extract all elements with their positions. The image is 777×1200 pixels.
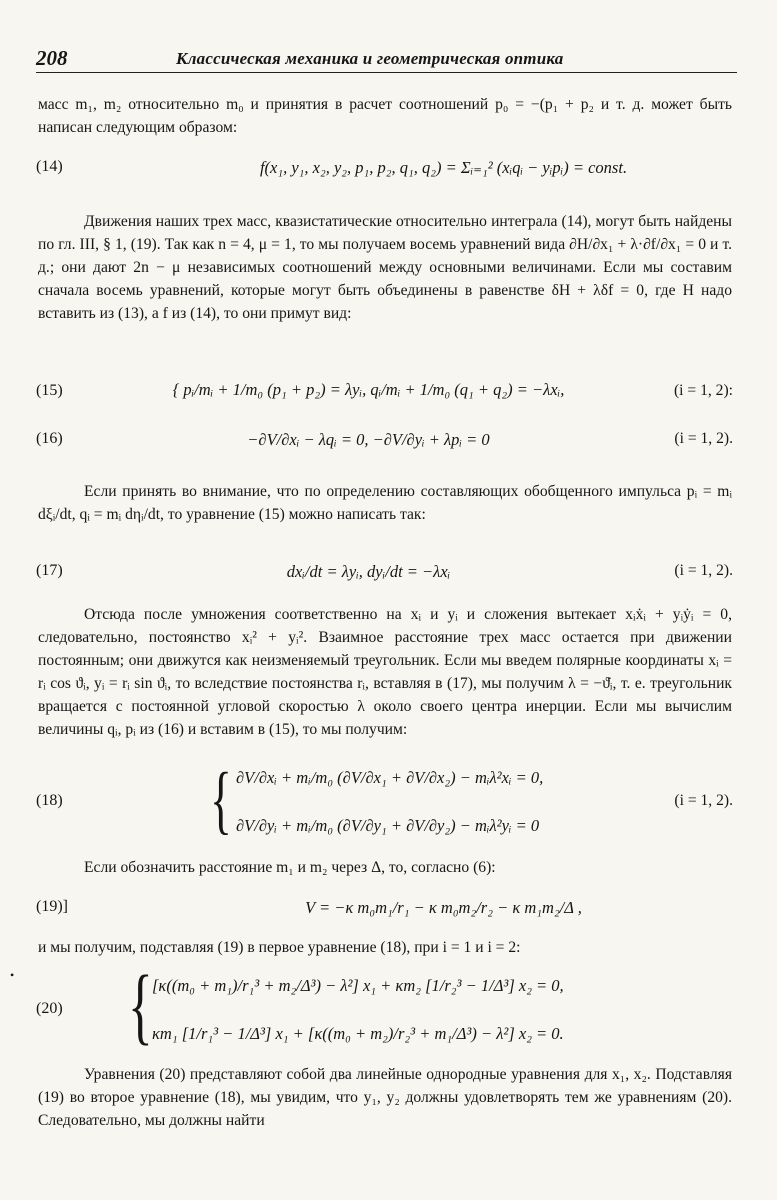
equation-15: { pᵢ/mᵢ + 1/m₀ (p₁ + p₂) = λyᵢ, qᵢ/mᵢ + 1/m₀ (q₁ + q₂) = −λxᵢ, [172, 380, 565, 399]
equation-condition-17: (i = 1, 2). [674, 562, 733, 579]
equation-16: −∂V/∂xᵢ − λqᵢ = 0, −∂V/∂yᵢ + λpᵢ = 0 [247, 430, 490, 449]
equation-label-14: (14) [36, 158, 63, 175]
scan-speck: • [10, 968, 15, 982]
equation-label-16: (16) [36, 430, 63, 447]
equation-14: f(x₁, y₁, x₂, y₂, p₁, p₂, q₁, q₂) = Σᵢ₌₁² (xᵢqᵢ − yᵢpᵢ) = const. [259, 158, 628, 177]
brace-20: { [128, 957, 153, 1053]
paragraph-substitution: и мы получим, подставляя (19) в первое уравнение (18), при i = 1 и i = 2: [38, 939, 521, 956]
paragraph-intro: масс m₁, m₂ относительно m₀ и принятия в расчет соотношений p₀ = −(p₁ + p₂ и т. д. может быть написан следующим образом: [38, 96, 732, 136]
equation-20-line-1: [κ((m₀ + m₁)/r₁³ + m₂/Δ³) − λ²] x₁ + κm₂ [1/r₂³ − 1/Δ³] x₂ = 0, [152, 976, 564, 995]
equation-17: dxᵢ/dt = λyᵢ, dyᵢ/dt = −λxᵢ [286, 562, 451, 581]
equation-condition-16: (i = 1, 2). [674, 430, 733, 447]
page-number: 208 [36, 46, 68, 70]
equation-20-line-2: κm₁ [1/r₁³ − 1/Δ³] x₁ + [κ((m₀ + m₂)/r₂³ + m₁/Δ³) − λ²] x₂ = 0. [152, 1024, 564, 1043]
paragraph-momentum: Если принять во внимание, что по определению составляющих обобщенного импульса pᵢ = mᵢ dξᵢ/dt, qᵢ = mᵢ dηᵢ/dt, то уравнение (15) можно написать так: [38, 483, 732, 523]
running-title: Классическая механика и геометрическая оптика [176, 49, 564, 68]
paragraph-rotation: Отсюда после умножения соответственно на xᵢ и yᵢ и сложения вытекает xᵢẋᵢ + yᵢẏᵢ = 0, следовательно, постоянство xᵢ² + yᵢ². Взаимное расстояние трех масс остается при движении постоянным; они движутся как неизменяемый треугольник. Если мы введем полярные координаты xᵢ = rᵢ cos ϑᵢ, yᵢ = rᵢ sin ϑᵢ, то вследствие постоянства rᵢ, вставляя в (17), мы получим λ = −ϑ̇ᵢ, т. е. треугольник вращается с постоянной угловой скоростью λ около своего центра инерции. Если мы вычислим величины qᵢ, pᵢ из (16) и вставим в (15), то мы получим: [38, 606, 732, 738]
equation-18-line-1: ∂V/∂xᵢ + mᵢ/m₀ (∂V/∂x₁ + ∂V/∂x₂) − mᵢλ²xᵢ = 0, [236, 768, 544, 787]
equation-condition-15: (i = 1, 2): [673, 382, 733, 399]
equation-condition-18: (i = 1, 2). [674, 792, 733, 809]
equation-18-line-2: ∂V/∂yᵢ + mᵢ/m₀ (∂V/∂y₁ + ∂V/∂y₂) − mᵢλ²yᵢ = 0 [236, 816, 540, 835]
paragraph-quasistatic: Движения наших трех масс, квазистатические относительно интеграла (14), могут быть найдены по гл. III, § 1, (19). Так как n = 4, μ = 1, то мы получаем восемь уравнений вида ∂H/∂x₁ + λ·∂f/∂x₁ = 0 и т. д.; они дают 2n − μ независимых соотношений между основными величинами. Если мы составим сначала восемь уравнений, которые могут быть объединены в равенстве δH + λδf = 0, где H надо вставить из (13), а f из (14), то они примут вид: [38, 213, 732, 322]
running-header [36, 46, 737, 73]
paragraph-distance: Если обозначить расстояние m₁ и m₂ через Δ, то, согласно (6): [84, 859, 496, 876]
equation-label-17: (17) [36, 562, 63, 579]
brace-18: { [210, 758, 232, 842]
equation-label-20: (20) [36, 1000, 63, 1017]
equation-label-15: (15) [36, 382, 63, 399]
equation-label-18: (18) [36, 792, 63, 809]
equation-19: V = −κ m₀m₁/r₁ − κ m₀m₂/r₂ − κ m₁m₂/Δ , [305, 898, 582, 917]
paragraph-linear-equations: Уравнения (20) представляют собой два линейные однородные уравнения для x₁, x₂. Подставляя (19) во второе уравнение (18), мы увидим, что y₁, y₂ должны удовлетворять тем же уравнениям (20). Следовательно, мы должны найти [38, 1066, 732, 1129]
equation-label-19: (19)] [36, 898, 68, 915]
